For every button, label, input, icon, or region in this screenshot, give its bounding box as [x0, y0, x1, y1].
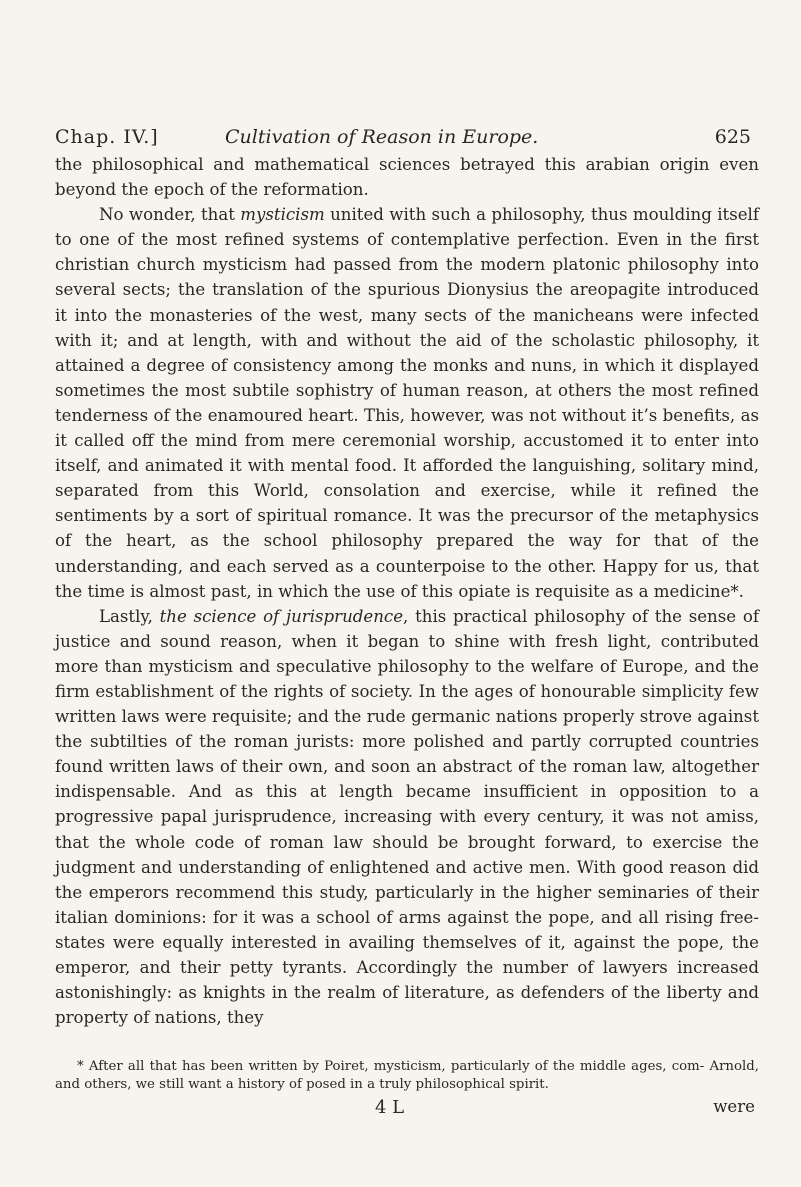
catchword: were	[713, 1097, 755, 1116]
running-title: Cultivation of Reason in Europe.	[225, 126, 539, 148]
text-run: No wonder, that	[99, 205, 241, 225]
paragraph	[55, 604, 759, 1031]
text-run: Lastly,	[99, 606, 160, 626]
chapter-label: Chap. IV.]	[55, 126, 159, 148]
text-run: united with such a philosophy, thus moulding itself to one of the most refined systems of contemplative perfection. Even in the first christian church mysticism had passed from the modern platonic philosophy into several sects; the translation of the spurious Dionysius the areopagite introduced it into the monasteries of the west, many sects of the manicheans were infected with it; and at length, with and without the aid of the scholastic philosophy, it attained a degree of consistency among the monks and nuns, in which it displayed sometimes the most subtile sophistry of human reason, at others the most refined tenderness of the enamoured heart. This, however, was not without it’s benefits, as it called off the mind from mere ceremonial worship, accustomed it to enter into itself, and animated it with mental food. It afforded the languishing, solitary mind, separated from this World, consolation and exercise, while it refined the sentiments by a sort of spiritual romance. It was the precursor of the metaphysics of the heart, as the school philosophy prepared the way for that of the understanding, and each served as a counterpoise to the other. Happy for us, that the time is almost past, in which the use of this opiate is requisite as a medicine*.	[55, 205, 759, 601]
italic-term: the science of jurisprudence	[159, 606, 404, 626]
page-number: 625	[714, 126, 751, 148]
footnote	[55, 1058, 759, 1094]
text-run: , this practical philosophy of the sense of justice and sound reason, when it began to shine with fresh light, contributed more than mysticism and speculative philosophy to the welfare of Europe, and the firm establishment of the rights of society. In the ages of honourable simplicity few written laws were requisite; and the rude germanic nations properly strove against the subtilties of the roman jurists: more polished and partly corrupted countries found written laws of their own, and soon an abstract of the roman law, altogether indispensable. And as this at length became insufficient in opposition to a progressive papal jurisprudence, increasing with every century, it was not amiss, that the whole code of roman law should be brought forward, to exercise the judgment and understanding of enlightened and active men. With good reason did the emperors recommend this study, particularly in the higher seminaries of their italian dominions: for it was a school of arms against the pope, and all rising free-states were equally interested in availing themselves of it, against the pope, the emperor, and their petty tyrants. Accordingly the number of lawyers increased astonishingly: as knights in the realm of literature, as defenders of the liberty and property of nations, they	[55, 606, 759, 1028]
footnote-text: * After all that has been written by Poiret, mysticism, particularly of the middle ages, com- Arnold, and others, we still want a history of posed in a truly philosophical spirit.	[55, 1059, 759, 1092]
body-text	[55, 152, 759, 1030]
running-head	[55, 120, 751, 152]
signature-mark: 4 L	[375, 1097, 405, 1118]
paragraph	[55, 202, 759, 604]
italic-term: mysticism	[240, 205, 325, 225]
text-run: the philosophical and mathematical sciences betrayed this arabian origin even beyond the epoch of the reformation.	[55, 155, 759, 200]
paragraph	[55, 152, 759, 202]
